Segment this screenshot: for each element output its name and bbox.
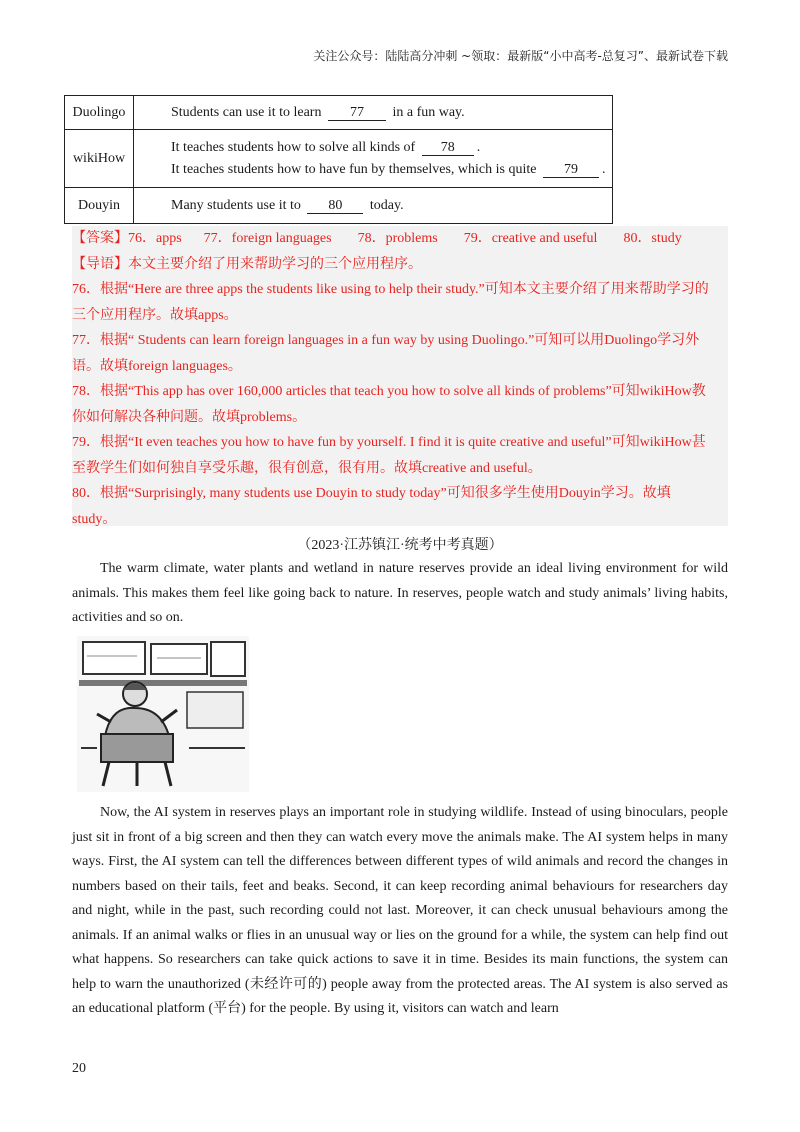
source-citation: （2023·江苏镇江·统考中考真题） bbox=[297, 538, 503, 553]
app-description bbox=[134, 96, 613, 130]
explanation-76-line2: 三个应用程序。故填apps。 bbox=[72, 307, 238, 323]
answer-item: 78．problems bbox=[357, 231, 438, 246]
answer-key-line bbox=[72, 226, 728, 252]
blank-78: 78 bbox=[422, 141, 474, 156]
explanation-76-line1: 76．根据“Here are three apps the students like using to help their study.”可知本文主要介绍了用来帮助学习的 bbox=[72, 282, 709, 297]
answer-item: 79．creative and useful bbox=[463, 231, 598, 246]
app-name: Duolingo bbox=[65, 96, 134, 130]
text-after-blank: today. bbox=[369, 197, 404, 213]
explanation-78-line2: 你如何解决各种问题。故填problems。 bbox=[72, 409, 307, 425]
researcher-at-screens-illustration bbox=[77, 636, 249, 792]
explanation-79-line1: 79．根据“It even teaches you how to have fun by yourself. I find it is quite creative and useful”可知wikiHow甚 bbox=[72, 435, 706, 450]
answer-explanation-box bbox=[72, 226, 728, 526]
text-after-blank: in a fun way. bbox=[392, 104, 465, 120]
table-row bbox=[65, 188, 613, 224]
page-header: 关注公众号：陆陆高分冲刺 ~领取：最新版“小中高考-总复习”、最新试卷下载 bbox=[313, 49, 728, 63]
table-row bbox=[65, 130, 613, 188]
text-before-blank: It teaches students how to have fun by themselves, which is quite bbox=[171, 161, 537, 177]
text-after-blank: . bbox=[601, 161, 606, 177]
app-name: wikiHow bbox=[65, 130, 134, 188]
app-name: Douyin bbox=[65, 188, 134, 224]
text-before-blank: Many students use it to bbox=[171, 197, 301, 213]
explanation-77-line1: 77．根据“ Students can learn foreign languages in a fun way by using Duolingo.”可知可以用Duolingo学习外 bbox=[72, 333, 700, 348]
passage-paragraph-2: Now, the AI system in reserves plays an important role in studying wildlife. Instead of using binoculars, people just sit in front of a big screen and then they can watch every move the animals make. The AI system helps in many ways. First, the AI system can tell the differences between different types of wild animals and record the changes in numbers based on their tails, feet and beaks. Second, it can keep recording animal behaviours for researchers day and night, while in the past, such recording could not last. Moreover, it can check unusual behaviours among the animals. If an animal walks or flies in an unusual way or lies on the ground for a while, the system can help find out what happens. So researchers can take quick actions to save it in time. Besides its main functions, the system can help to warn the unauthorized (未经许可的) people away from the protected areas. The AI system is also served as an educational platform (平台) for the people. By using it, visitors can watch and learn bbox=[72, 805, 728, 1016]
explanation-80-line1: 80．根据“Surprisingly, many students use Douyin to study today”可知很多学生使用Douyin学习。故填 bbox=[72, 486, 671, 501]
explanation-80-line2: study。 bbox=[72, 511, 117, 527]
text-after-blank: . bbox=[476, 139, 481, 155]
app-description bbox=[134, 188, 613, 224]
blank-79: 79 bbox=[543, 163, 599, 178]
passage-paragraph-1: The warm climate, water plants and wetland in nature reserves provide an ideal living environment for wild animals. This makes them feel like going back to nature. In reserves, people watch and study animals’ living habits, activities and so on. bbox=[72, 561, 728, 625]
page-number: 20 bbox=[72, 1061, 86, 1076]
explanation-79-line2: 至教学生们如何独自享受乐趣，很有创意，很有用。故填creative and useful。 bbox=[72, 460, 542, 476]
text-before-blank: It teaches students how to solve all kinds of bbox=[171, 139, 416, 155]
text-before-blank: Students can use it to learn bbox=[171, 104, 322, 120]
answer-label: 【答案】76．apps bbox=[72, 231, 182, 246]
blank-77: 77 bbox=[328, 106, 386, 121]
blank-80: 80 bbox=[307, 199, 363, 214]
apps-table bbox=[64, 95, 613, 224]
answer-item: 77．foreign languages bbox=[203, 231, 332, 246]
table-row bbox=[65, 96, 613, 130]
explanation-77-line2: 语。故填foreign languages。 bbox=[72, 358, 242, 374]
answer-item: 80．study bbox=[623, 231, 682, 246]
app-description bbox=[134, 130, 613, 188]
explanation-78-line1: 78．根据“This app has over 160,000 articles that teach you how to solve all kinds of problems”可知wikiHow教 bbox=[72, 384, 706, 399]
guide-line: 【导语】本文主要介绍了用来帮助学习的三个应用程序。 bbox=[72, 256, 422, 272]
